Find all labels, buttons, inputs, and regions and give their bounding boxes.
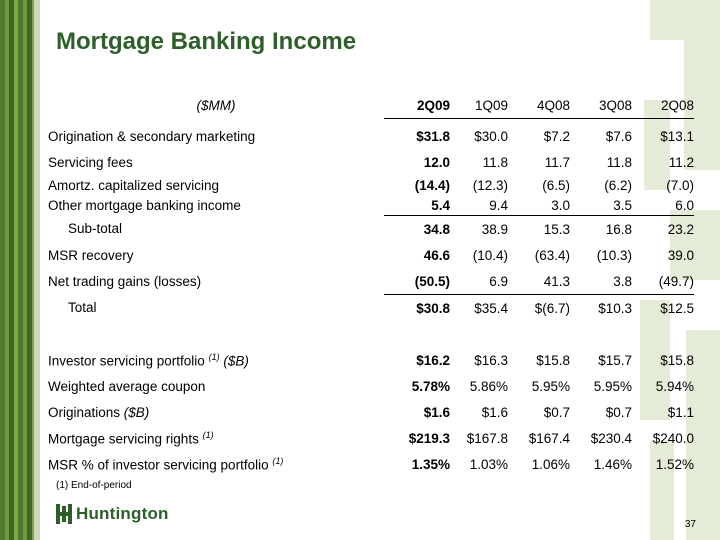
row-label-text: Weighted average coupon [48, 378, 206, 394]
value-cell: $12.5 [660, 300, 694, 316]
page-number: 37 [684, 519, 696, 530]
value-cell: (50.5) [384, 268, 450, 295]
value-cell: (6.2) [604, 177, 632, 193]
row-label-text: Total [68, 300, 97, 316]
table-row [48, 175, 694, 195]
table-row [48, 373, 694, 399]
table-row [48, 195, 694, 216]
row-label [48, 451, 384, 477]
value-cell: $15.8 [660, 352, 694, 368]
page-title: Mortgage Banking Income [56, 28, 357, 55]
value-cell: 3.8 [570, 268, 632, 295]
table-row [48, 425, 694, 451]
value-cell: $30.8 [416, 300, 450, 316]
value-cell: $7.6 [605, 128, 632, 144]
value-cell: (12.3) [472, 177, 508, 193]
value-cell: $7.2 [543, 128, 570, 144]
footnote-marker: (1) [202, 429, 214, 440]
row-label-text: MSR % of investor servicing portfolio [48, 457, 269, 473]
row-label-text: MSR recovery [48, 247, 134, 263]
table-row [48, 295, 694, 322]
value-cell: $219.3 [408, 430, 450, 446]
value-cell: 1.52% [655, 456, 694, 472]
row-label [48, 347, 384, 373]
value-cell: 5.94% [655, 378, 694, 394]
value-cell: $230.4 [590, 430, 632, 446]
left-decorative-band [0, 0, 40, 540]
value-cell: $16.2 [416, 352, 450, 368]
value-cell: 5.78% [411, 378, 450, 394]
value-cell: 9.4 [450, 195, 508, 216]
header-col: 3Q08 [570, 92, 632, 119]
table-row [48, 149, 694, 175]
value-cell: (63.4) [534, 247, 570, 263]
value-cell: 11.7 [544, 154, 570, 170]
value-cell: $167.8 [466, 430, 508, 446]
row-label-text: Originations [48, 404, 121, 420]
value-cell: $1.1 [667, 404, 694, 420]
value-cell: 1.35% [411, 456, 450, 472]
header-col: 4Q08 [508, 92, 570, 119]
header-col: 1Q09 [450, 92, 508, 119]
header-units-label: ($MM) [196, 97, 236, 113]
table-row [48, 451, 694, 477]
value-cell: $35.4 [474, 300, 508, 316]
row-label-text: Origination & secondary marketing [48, 128, 256, 144]
value-cell: $(6.7) [534, 300, 570, 316]
value-cell: 38.9 [481, 221, 508, 237]
value-cell: (10.3) [596, 247, 632, 263]
footnote: (1) End-of-period [56, 480, 132, 491]
row-label [48, 195, 384, 216]
row-label-text: Sub-total [68, 221, 123, 237]
row-label [48, 216, 384, 243]
value-cell: 23.2 [667, 221, 694, 237]
value-cell: 11.2 [668, 154, 694, 170]
value-cell: 5.95% [593, 378, 632, 394]
row-label [48, 425, 384, 451]
table-row [48, 399, 694, 425]
value-cell: 6.9 [450, 268, 508, 295]
value-cell: (49.7) [632, 268, 694, 295]
table-row [48, 347, 694, 373]
value-cell: 5.4 [384, 195, 450, 216]
value-cell: $13.1 [660, 128, 694, 144]
value-cell: $15.8 [536, 352, 570, 368]
income-table [48, 92, 694, 477]
value-cell: $1.6 [423, 404, 450, 420]
row-label [48, 242, 384, 268]
value-cell: 34.8 [423, 221, 450, 237]
row-label [48, 123, 384, 149]
value-cell: 39.0 [667, 247, 694, 263]
band-shade [34, 0, 40, 540]
value-cell: (10.4) [472, 247, 508, 263]
value-cell: $16.3 [474, 352, 508, 368]
value-cell: 3.5 [570, 195, 632, 216]
value-cell: $10.3 [598, 300, 632, 316]
footnote-marker: (1) [272, 455, 284, 466]
footnote-marker: (1) [208, 351, 220, 362]
table-row [48, 242, 694, 268]
value-cell: 11.8 [606, 154, 632, 170]
value-cell: $15.7 [598, 352, 632, 368]
row-label-text: Servicing fees [48, 154, 133, 170]
value-cell: $167.4 [528, 430, 570, 446]
value-cell: 5.95% [531, 378, 570, 394]
value-cell: $1.6 [481, 404, 508, 420]
huntington-mark-icon [56, 504, 72, 524]
value-cell: 12.0 [423, 154, 450, 170]
value-cell: 6.0 [632, 195, 694, 216]
table-header-row [48, 92, 694, 119]
value-cell: (6.5) [542, 177, 570, 193]
value-cell: $30.0 [474, 128, 508, 144]
header-col: 2Q08 [632, 92, 694, 119]
row-label-text: Investor servicing portfolio [48, 353, 205, 369]
value-cell: $31.8 [416, 128, 450, 144]
row-label [48, 268, 384, 295]
value-cell: 5.86% [469, 378, 508, 394]
row-label-text: Net trading gains (losses) [48, 273, 202, 289]
value-cell: (7.0) [666, 177, 694, 193]
row-label [48, 399, 384, 425]
value-cell: 1.06% [531, 456, 570, 472]
value-cell: 1.03% [469, 456, 508, 472]
header-col: 2Q09 [384, 92, 450, 119]
row-label [48, 373, 384, 399]
row-label [48, 149, 384, 175]
company-logo [56, 504, 169, 524]
value-cell: $0.7 [543, 404, 570, 420]
table-row [48, 123, 694, 149]
value-cell: 11.8 [482, 154, 508, 170]
table-row [48, 216, 694, 243]
value-cell: 16.8 [605, 221, 632, 237]
table-row [48, 268, 694, 295]
row-label [48, 175, 384, 195]
value-cell: 15.3 [543, 221, 570, 237]
value-cell: 1.46% [593, 456, 632, 472]
row-label [48, 295, 384, 322]
row-label-text: Amortz. capitalized servicing [48, 177, 220, 193]
row-label-text: Mortgage servicing rights [48, 431, 199, 447]
unit-suffix: ($B) [219, 353, 249, 369]
value-cell: 3.0 [508, 195, 570, 216]
value-cell: 41.3 [508, 268, 570, 295]
logo-text: Huntington [76, 504, 169, 523]
value-cell: 46.6 [423, 247, 450, 263]
unit-suffix: ($B) [120, 404, 150, 420]
value-cell: $240.0 [652, 430, 694, 446]
row-label-text: Other mortgage banking income [48, 197, 241, 213]
value-cell: $0.7 [605, 404, 632, 420]
value-cell: (14.4) [414, 177, 450, 193]
